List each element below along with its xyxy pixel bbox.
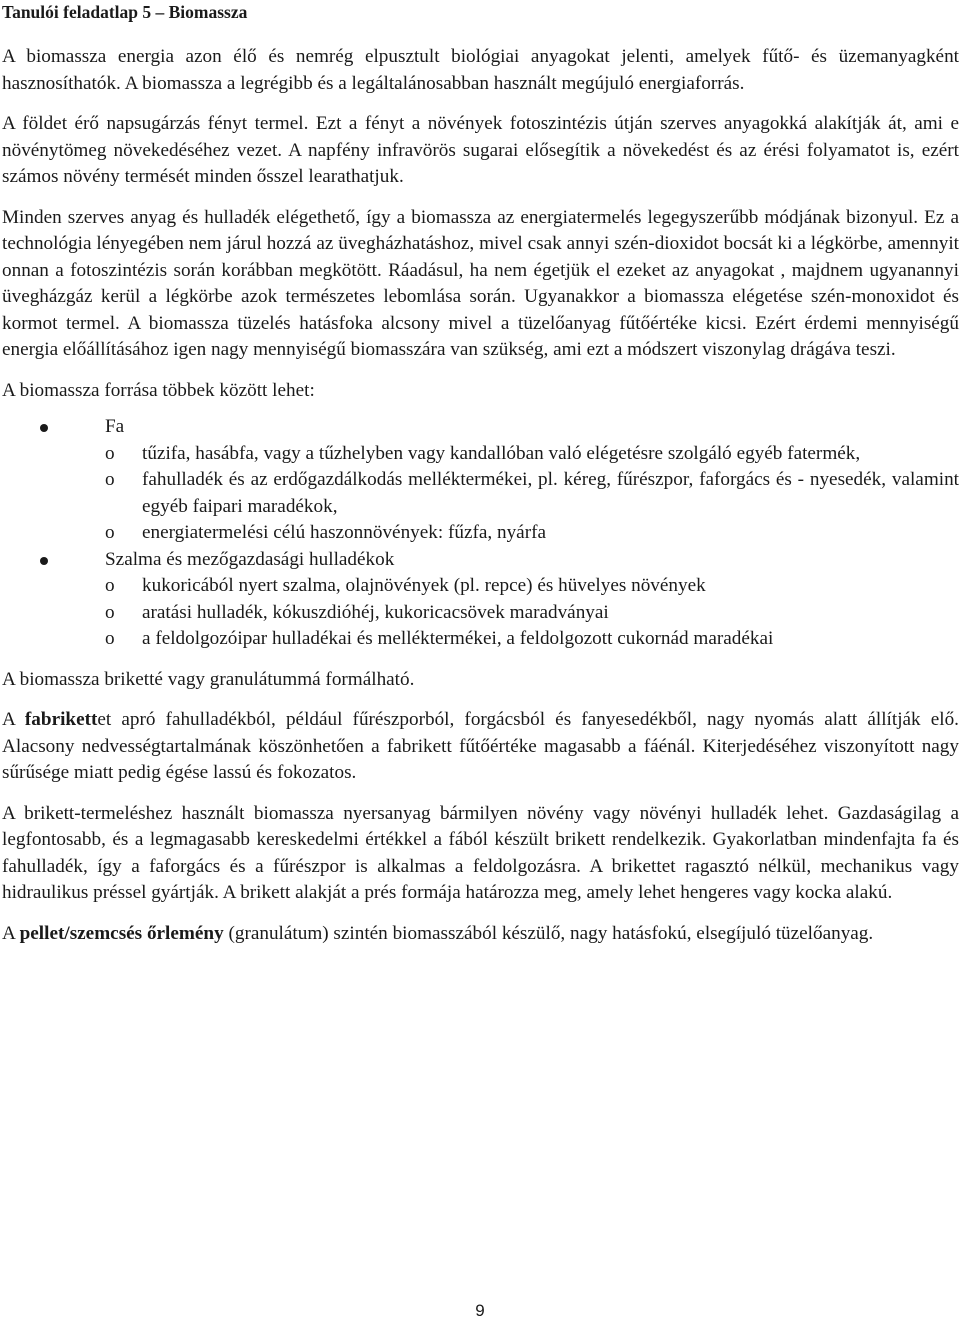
page-number: 9: [475, 1301, 485, 1320]
circle-bullet-icon: o: [105, 601, 115, 623]
sub-item-text: kukoricából nyert szalma, olajnövények (pl. repce) és hüvelyes növények: [142, 575, 706, 596]
circle-bullet-icon: o: [105, 522, 115, 543]
circle-bullet-icon: o: [105, 628, 115, 649]
paragraph-pellet: [2, 921, 959, 948]
source-item-wood: [2, 414, 959, 547]
list-intro: A biomassza forrása többek között lehet:: [2, 379, 315, 401]
term-pellet: pellet/szemcsés őrlemény: [19, 922, 224, 944]
paragraph-photosynthesis: A földet érő napsugárzás fényt termel. Ezt a fényt a növények fotoszintézis útján szerves anyagokká alakítják át, ami e növénytömeg növekedéséhez vezet. A napfény infravörös sugarai elősegítik a növekedést és az érési folyamatot is, ezért számos növény termését minden ősszel learathatjuk.: [2, 113, 959, 187]
sub-item-text: fahulladék és az erdőgazdálkodás melléktermékei, pl. kéreg, fűrészpor, faforgács és - nyesedék, valamint egyéb faipari maradékok,: [142, 469, 959, 517]
text-run: (granulátum) szintén biomasszából készülő, nagy hatásfokú, elsegíjuló tüzelőanyag.: [223, 922, 874, 944]
source-list: [2, 414, 959, 653]
sub-item-text: tűzifa, hasábfa, vagy a tűzhelyben vagy kandallóban való elégetésre szolgáló egyéb fatermék,: [142, 442, 861, 464]
sub-item: [2, 467, 959, 520]
paragraph-briquette-intro: A biomassza briketté vagy granulátummá formálható.: [2, 668, 415, 690]
sub-item-text: a feldolgozóipar hulladékai és melléktermékei, a feldolgozott cukornád maradékai: [142, 628, 774, 649]
term-fabrikett: fabrikett: [24, 709, 98, 730]
sub-item: [2, 600, 959, 627]
text-run: A: [2, 709, 25, 730]
source-item-straw: [2, 547, 959, 653]
sub-list: [105, 573, 959, 653]
bullet-icon: [40, 557, 48, 565]
body-text: [2, 44, 959, 961]
sub-item-text: aratási hulladék, kókuszdióhéj, kukoricacsövek maradványai: [142, 601, 609, 623]
sub-item-text: energiatermelési célú haszonnövények: fűzfa, nyárfa: [142, 522, 546, 543]
circle-bullet-icon: o: [105, 575, 115, 596]
source-label: Fa: [105, 416, 125, 437]
sub-item: [2, 520, 959, 547]
paragraph-definition: A biomassza energia azon élő és nemrég elpusztult biológiai anyagokat jelenti, amelyek fűtő- és üzemanyagként hasznosíthatók. A biomassza a legrégibb és a legáltalánosabban használt megújuló energiaforrás.: [2, 46, 959, 94]
paragraph-fabrikett: [2, 707, 959, 787]
sub-item: [2, 573, 959, 600]
bullet-icon: [40, 424, 48, 432]
text-run: et apró fahulladékból, például fűrészporból, forgácsból és fanyesedékből, nagy nyomás alatt állítják elő. Alacsony nedvességtartalmának köszönhetően a fabrikett fűtőértéke magasabb a fáénál. Kiterjedéséhez viszonyított nagy sűrűsége miatt pedig égése lassú és fokozatos.: [2, 709, 959, 783]
paragraph-combustion: Minden szerves anyag és hulladék elégethető, így a biomassza az energiatermelés legegyszerűbb módjának bizonyul. Ez a technológia lényegében nem járul hozzá az üvegházhatáshoz, mivel csak annyi szén-dioxidot bocsát ki a légkörbe, amennyit onnan a fotoszintézis során korábban megkötött. Ráadásul, ha nem égetjük el ezeket az anyagokat , majdnem ugyanannyi üvegházgáz kerül a légkörbe azok természetes lebomlása során. Ugyanakkor a biomassza elégetése szén-monoxidot és kormot termel. A biomassza tüzelés hatásfoka alcsony mivel a tüzelőanyag fűtőértéke kicsi. Ezért érdemi mennyiségű energia előállításához igen nagy mennyiségű biomasszára van szükség, ami ezt a módszert viszonylag drágáva teszi.: [2, 206, 959, 360]
text-run: A: [2, 922, 20, 944]
page-title: Tanulói feladatlap 5 – Biomassza: [2, 2, 248, 22]
circle-bullet-icon: o: [105, 469, 115, 490]
paragraph-briquette-production: A brikett-termeléshez használt biomassza nyersanyag bármilyen növény vagy növényi hulladék lehet. Gazdaságilag a legfontosabb, és a legmagasabb kereskedelmi értékkel a fából készült brikett rendelkezik. Gyakorlatban mindenfajta fa és fahulladék, így a faforgács és a fűrészpor is alkalmas a feldolgozásra. A brikettet ragasztó nélkül, mechanikus vagy hidraulikus préssel gyártják. A brikett alakját a prés formája határozza meg, amely lehet hengeres vagy kocka alakú.: [2, 802, 959, 903]
sub-item: [2, 441, 959, 468]
source-label: Szalma és mezőgazdasági hulladékok: [105, 548, 395, 570]
sub-item: [2, 626, 959, 653]
sub-list: [105, 441, 959, 547]
circle-bullet-icon: o: [105, 442, 115, 464]
